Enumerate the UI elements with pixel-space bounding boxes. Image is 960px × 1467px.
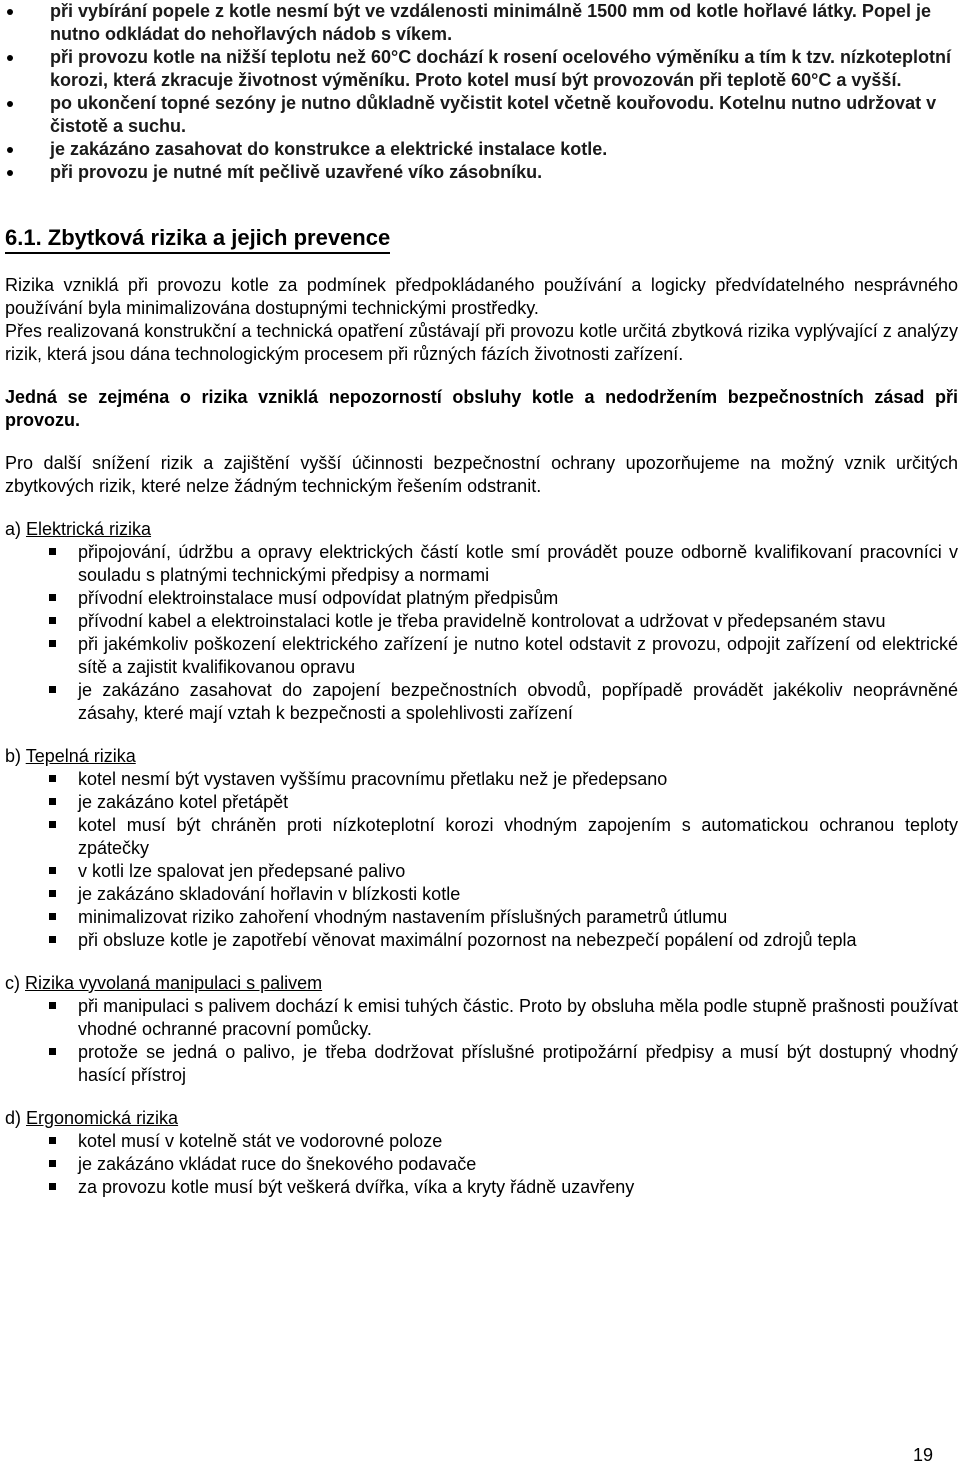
section-title-text: Ergonomická rizika [26, 1108, 179, 1128]
section-electrical [5, 518, 958, 725]
list-item: za provozu kotle musí být veškerá dvířka, víka a kryty řádně uzavřeny [5, 1176, 958, 1199]
section-title [5, 1107, 958, 1130]
list-item: kotel musí být chráněn proti nízkoteplotní korozi vhodným zapojením s automatickou ochranou teploty zpátečky [5, 814, 958, 860]
section-prefix: a) [5, 519, 27, 539]
list-item: minimalizovat riziko zahoření vhodným nastavením příslušných parametrů útlumu [5, 906, 958, 929]
list-item: je zakázáno skladování hořlavin v blízkosti kotle [5, 883, 958, 906]
list-item: je zakázáno vkládat ruce do šnekového podavače [5, 1153, 958, 1176]
bullet-item: při provozu je nutné mít pečlivě uzavřené víko zásobníku. [5, 161, 958, 184]
bullet-item: po ukončení topné sezóny je nutno důkladně vyčistit kotel včetně kouřovodu. Kotelnu nutno udržovat v čistotě a suchu. [5, 92, 958, 138]
page-number: 19 [912, 1445, 933, 1465]
list-item: přívodní elektroinstalace musí odpovídat platným předpisům [5, 587, 958, 610]
list-item: při manipulaci s palivem dochází k emisi tuhých částic. Proto by obsluha měla podle stupně prašnosti používat vhodné ochranné pracovní pomůcky. [5, 995, 958, 1041]
paragraph-bold: Jedná se zejména o rizika vzniklá nepozorností obsluhy kotle a nedodržením bezpečnostních zásad při provozu. [5, 387, 958, 430]
section-title-text: Elektrická rizika [26, 519, 152, 539]
list-item: v kotli lze spalovat jen předepsané palivo [5, 860, 958, 883]
section-list [5, 768, 958, 952]
section-thermal [5, 745, 958, 952]
section-title-text: Tepelná rizika [25, 746, 136, 766]
list-item: při obsluze kotle je zapotřebí věnovat maximální pozornost na nebezpečí popálení od zdrojů tepla [5, 929, 958, 952]
list-item: připojování, údržbu a opravy elektrických částí kotle smí provádět pouze odborně kvalifikovaní pracovníci v souladu s platnými technickými předpisy a normami [5, 541, 958, 587]
list-item: přívodní kabel a elektroinstalaci kotle je třeba pravidelně kontrolovat a udržovat v předepsaném stavu [5, 610, 958, 633]
section-prefix: b) [5, 746, 26, 766]
list-item: je zakázáno kotel přetápět [5, 791, 958, 814]
list-item: kotel musí v kotelně stát ve vodorovné poloze [5, 1130, 958, 1153]
list-item: protože se jedná o palivo, je třeba dodržovat příslušné protipožární předpisy a musí být dostupný vhodný hasící přístroj [5, 1041, 958, 1087]
section-title [5, 745, 958, 768]
bullet-item: při vybírání popele z kotle nesmí být ve vzdálenosti minimálně 1500 mm od kotle hořlavé látky. Popel je nutno odkládat do nehořlavých nádob s víkem. [5, 0, 958, 46]
top-bullet-list [5, 0, 958, 184]
bullet-item: je zakázáno zasahovat do konstrukce a elektrické instalace kotle. [5, 138, 958, 161]
paragraph: Přes realizovaná konstrukční a technická opatření zůstávají při provozu kotle určitá zbytková rizika vyplývající z analýzy rizik, která jsou dána technologickým procesem při různých fázích životnosti zařízení. [5, 321, 958, 364]
bullet-item: při provozu kotle na nižší teplotu než 60°C dochází k rosení ocelového výměníku a tím k tzv. nízkoteplotní korozi, která zkracuje životnost výměníku. Proto kotel musí být provozován při teplotě 60°C a vyšší. [5, 46, 958, 92]
section-prefix: d) [5, 1108, 27, 1128]
section-fuel [5, 972, 958, 1087]
list-item: je zakázáno zasahovat do zapojení bezpečnostních obvodů, popřípadě provádět jakékoliv neoprávněné zásahy, které mají vztah k bezpečnosti a spolehlivosti zařízení [5, 679, 958, 725]
section-list [5, 1130, 958, 1199]
document-page [5, 0, 958, 1199]
paragraph: Pro další snížení rizik a zajištění vyšší účinnosti bezpečnostní ochrany upozorňujeme na možný vznik určitých zbytkových rizik, které nelze žádným technickým řešením odstranit. [5, 453, 958, 496]
section-title-text: Rizika vyvolaná manipulaci s palivem [25, 973, 323, 993]
section-title [5, 972, 958, 995]
list-item: kotel nesmí být vystaven vyššímu pracovnímu přetlaku než je předepsano [5, 768, 958, 791]
section-list [5, 541, 958, 725]
section-prefix: c) [5, 973, 25, 993]
section-title [5, 518, 958, 541]
paragraph: Rizika vzniklá při provozu kotle za podmínek předpokládaného používání a logicky předvídatelného nesprávného používání byla minimalizována dostupnými technickými prostředky. [5, 275, 958, 318]
section-heading: 6.1. Zbytková rizika a jejich prevence [5, 224, 390, 254]
section-list [5, 995, 958, 1087]
list-item: při jakémkoliv poškození elektrického zařízení je nutno kotel odstavit z provozu, odpojit zařízení od elektrické sítě a zajistit kvalifikovanou opravu [5, 633, 958, 679]
section-ergonomic [5, 1107, 958, 1199]
